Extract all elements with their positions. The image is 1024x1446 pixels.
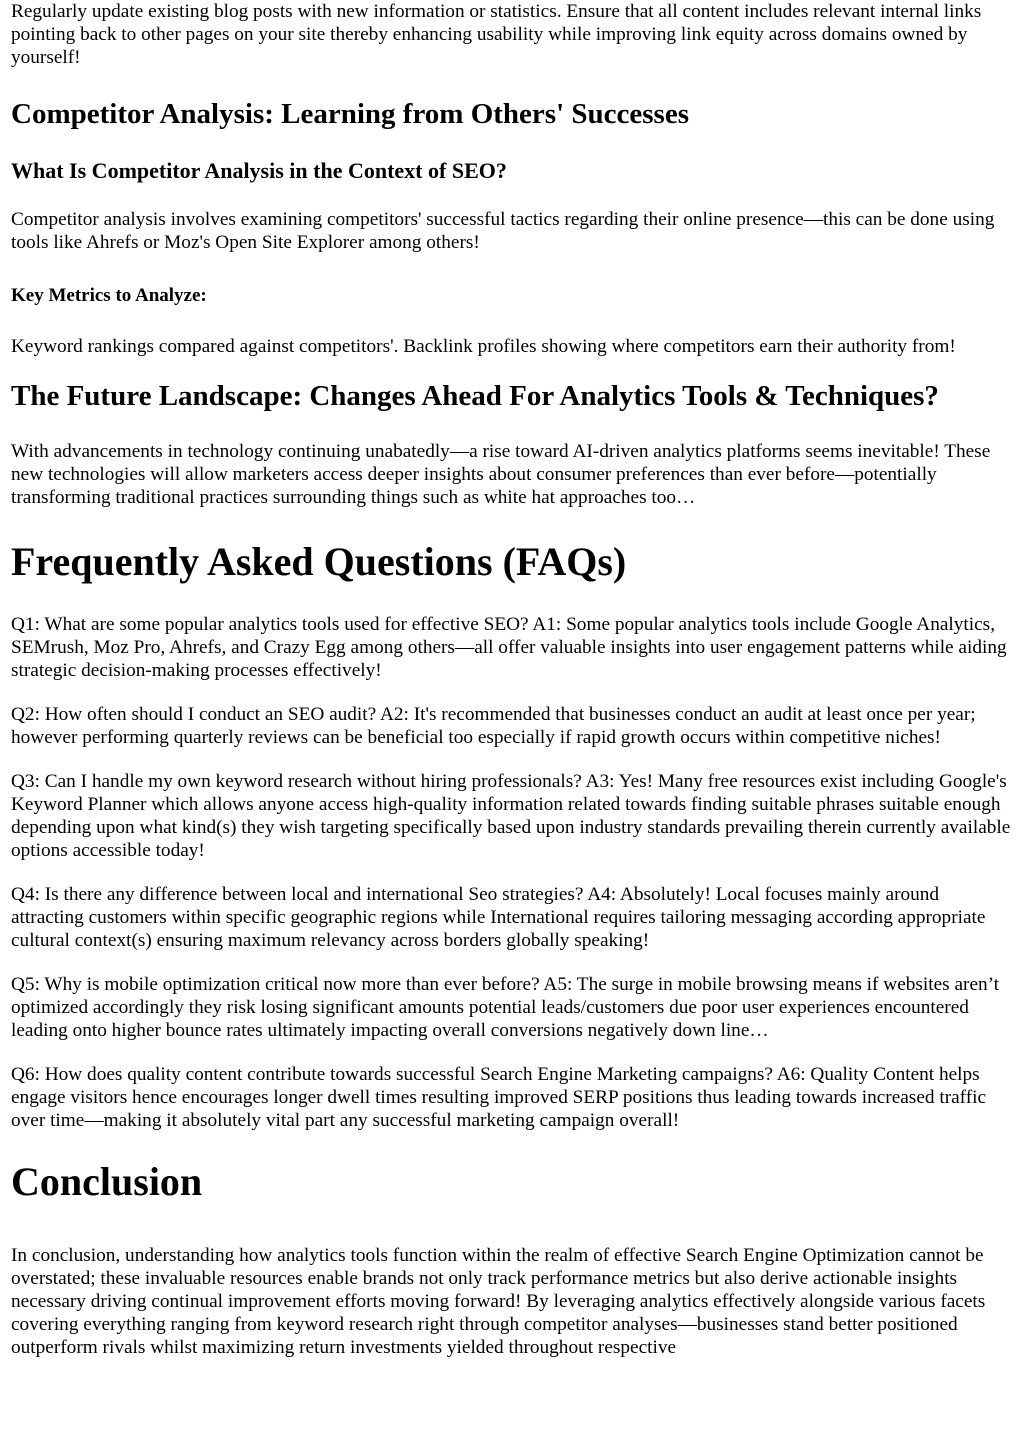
intro-paragraph: Regularly update existing blog posts with new information or statistics. Ensure that all content includes relevant internal links pointing back to other pages on your site thereby enhancing usability while improving link equity across domains owned by yourself! <box>11 1 982 68</box>
faq-item-q2: Q2: How often should I conduct an SEO audit? A2: It's recommended that businesses conduct an audit at least once per year; however performing quarterly reviews can be beneficial too especially if rapid growth occurs within competitive niches! <box>11 704 976 748</box>
faq-item-q5: Q5: Why is mobile optimization critical now more than ever before? A5: The surge in mobile browsing means if websites aren’t optimized accordingly they risk losing significant amounts potential leads/customers due poor user experiences encountered leading onto higher bounce rates ultimately impacting overall conversions negatively down line… <box>11 974 1000 1041</box>
competitor-analysis-subheading: What Is Competitor Analysis in the Context of SEO? <box>11 158 507 183</box>
faq-item-q6: Q6: How does quality content contribute towards successful Search Engine Marketing campaigns? A6: Quality Content helps engage visitors hence encourages longer dwell times resulting improved SERP positions thus leading towards increased traffic over time—making it absolutely vital part any successful marketing campaign overall! <box>11 1064 987 1131</box>
article-body <box>11 0 1014 1359</box>
future-landscape-heading: The Future Landscape: Changes Ahead For Analytics Tools & Techniques? <box>11 380 939 412</box>
conclusion-paragraph: In conclusion, understanding how analytics tools function within the realm of effective Search Engine Optimization cannot be overstated; these invaluable resources enable brands not only track performance metrics but also derive actionable insights necessary driving continual improvement efforts moving forward! By leveraging analytics effectively alongside various facets covering everything ranging from keyword research right through competitor analyses—businesses stand better positioned outperform rivals whilst maximizing return investments yielded throughout respective <box>11 1245 986 1358</box>
faq-item-q4: Q4: Is there any difference between local and international Seo strategies? A4: Absolutely! Local focuses mainly around attracting customers within specific geographic regions while International requires tailoring messaging according appropriate cultural context(s) ensuring maximum relevancy across borders globally speaking! <box>11 884 986 951</box>
faq-list <box>11 613 1014 1132</box>
faq-item-q3: Q3: Can I handle my own keyword research without hiring professionals? A3: Yes! Many free resources exist including Google's Keyword Planner which allows anyone access high-quality information related towards finding suitable phrases suitable enough depending upon what kind(s) they wish targeting specifically based upon industry standards prevailing therein currently available options accessible today! <box>11 771 1011 861</box>
future-landscape-paragraph: With advancements in technology continuing unabatedly—a rise toward AI-driven analytics platforms seems inevitable! These new technologies will allow marketers access deeper insights about consumer preferences than ever before—potentially transforming traditional practices surrounding things such as white hat approaches too… <box>11 441 991 508</box>
key-metrics-paragraph: Keyword rankings compared against competitors'. Backlink profiles showing where competitors earn their authority from! <box>11 336 956 357</box>
competitor-analysis-paragraph: Competitor analysis involves examining competitors' successful tactics regarding their online presence—this can be done using tools like Ahrefs or Moz's Open Site Explorer among others! <box>11 209 995 253</box>
faq-item-q1: Q1: What are some popular analytics tools used for effective SEO? A1: Some popular analytics tools include Google Analytics, SEMrush, Moz Pro, Ahrefs, and Crazy Egg among others—all offer valuable insights into user engagement patterns while aiding strategic decision-making processes effectively! <box>11 614 1007 681</box>
conclusion-heading: Conclusion <box>11 1159 203 1204</box>
faq-heading: Frequently Asked Questions (FAQs) <box>11 539 627 584</box>
competitor-analysis-heading: Competitor Analysis: Learning from Others' Successes <box>11 98 689 130</box>
key-metrics-heading: Key Metrics to Analyze: <box>11 285 207 306</box>
